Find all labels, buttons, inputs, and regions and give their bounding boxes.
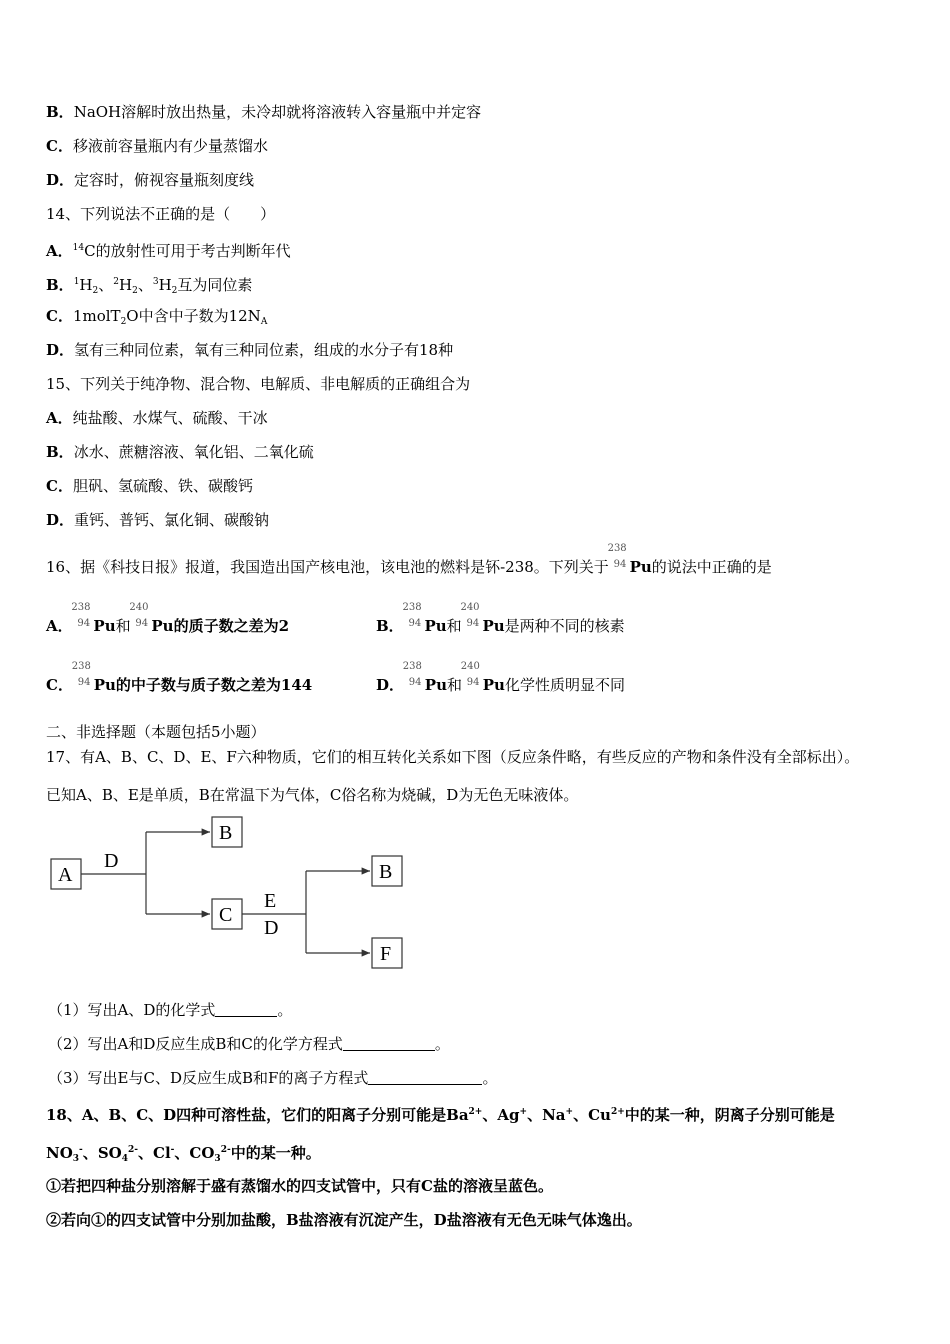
q14-option-d: [46, 340, 453, 360]
separator: 、: [174, 1144, 190, 1162]
atomic-number: 94: [77, 618, 91, 629]
ion-so4: SO: [97, 1144, 122, 1162]
atomic-number: 94: [613, 559, 627, 570]
ion-no3: NO: [46, 1144, 73, 1162]
ion-charge: +: [519, 1107, 528, 1117]
option-letter: A．: [46, 409, 73, 427]
conjunction: 和: [115, 617, 131, 635]
q14-option-a: [46, 238, 291, 261]
option-text: O中含中子数为12N: [126, 307, 261, 325]
subscript: 3: [72, 1154, 80, 1164]
stem-text: 16、据《科技日报》报道，我国造出国产核电池，该电池的燃料是钚-238。下列关于: [46, 558, 609, 576]
mass-number: 238: [402, 661, 422, 672]
option-text: 化学性质明显不同: [504, 676, 625, 694]
pu238-isotope: [402, 602, 424, 636]
q16-option-c: [46, 661, 313, 695]
period: 。: [482, 1069, 498, 1087]
conjunction: 和: [446, 676, 462, 694]
subscript: 2: [171, 286, 178, 296]
answer-blank[interactable]: [343, 1036, 435, 1051]
option-text: 重钙、普钙、氯化铜、碳酸钠: [74, 511, 270, 529]
pu240-isotope: [129, 602, 151, 636]
q15-option-b: [46, 442, 314, 462]
ion-charge: 2-: [220, 1145, 231, 1155]
separator: 、: [137, 1144, 153, 1162]
q17-part2: [48, 1034, 450, 1054]
option-letter: C．: [46, 477, 73, 495]
pu238-isotope: [71, 602, 93, 636]
mass-number: 2: [113, 277, 119, 287]
pu238-isotope: [71, 661, 94, 695]
mass-number: 1: [73, 277, 80, 287]
separator: 、: [98, 276, 114, 294]
atomic-number: 94: [408, 677, 422, 688]
box-b-label: B: [219, 822, 233, 844]
ion-co3: CO: [189, 1144, 215, 1162]
atomic-number: 94: [466, 677, 480, 688]
option-letter: B．: [46, 443, 74, 461]
q17-part3: [48, 1068, 497, 1088]
pu240-isotope: [460, 661, 483, 695]
mass-number: 240: [129, 602, 149, 613]
atomic-number: 94: [77, 677, 91, 688]
option-text: 移液前容量瓶内有少量蒸馏水: [72, 137, 268, 155]
ion-ag: Ag: [497, 1106, 520, 1124]
separator: 、: [482, 1106, 498, 1124]
box-b2-label: B: [379, 861, 393, 883]
stem-text: 中的某一种。: [230, 1144, 321, 1162]
element-h: H: [79, 276, 93, 294]
box-a-label: A: [58, 864, 73, 886]
q14-option-b: [46, 272, 252, 301]
option-letter: D．: [46, 341, 75, 359]
option-text: 胆矾、氢硫酸、铁、碳酸钙: [72, 477, 253, 495]
q18-stem-line2: [46, 1140, 321, 1169]
separator: 、: [527, 1106, 543, 1124]
q18-stem-line1: [46, 1102, 835, 1125]
part-text: （1）写出A、D的化学式: [48, 1001, 216, 1019]
element-pu: Pu: [93, 676, 116, 694]
element-pu: Pu: [629, 558, 652, 576]
ion-cl: Cl: [153, 1144, 171, 1162]
element-pu: Pu: [482, 617, 505, 635]
option-text: 冰水、蔗糖溶液、氧化铝、二氧化硫: [73, 443, 314, 461]
subscript: 2: [120, 317, 127, 327]
reaction-diagram: [46, 810, 416, 980]
section-title: 二、非选择题（本题包括5小题）: [46, 723, 266, 741]
stem-text: 中的某一种，阴离子分别可能是: [624, 1106, 835, 1124]
q15-option-d: [46, 510, 269, 530]
q16-stem: [46, 543, 772, 577]
subscript: 4: [121, 1154, 128, 1164]
atomic-number: 94: [135, 618, 149, 629]
q15-option-c: [46, 476, 253, 496]
q17-part1: [48, 1000, 292, 1020]
separator: 、: [82, 1144, 98, 1162]
pu240-isotope: [460, 602, 482, 636]
q17-stem-line2: 已知A、B、E是单质，B在常温下为气体，C俗名称为烧碱，D为无色无味液体。: [46, 786, 579, 804]
ion-charge: 2-: [127, 1145, 138, 1155]
option-letter: C．: [46, 137, 73, 155]
ion-charge: -: [170, 1145, 175, 1155]
part-text: （2）写出A和D反应生成B和C的化学方程式: [48, 1035, 343, 1053]
option-text: NaOH溶解时放出热量，未冷却就将溶液转入容量瓶中并定容: [73, 103, 482, 121]
q13-option-b: [46, 102, 481, 122]
option-letter: B．: [46, 103, 74, 121]
mass-number: 240: [460, 602, 480, 613]
arrow-label-e: E: [264, 890, 277, 912]
q16-option-d: [376, 661, 625, 695]
separator: 、: [573, 1106, 589, 1124]
arrow-label-d2: D: [264, 917, 279, 939]
mass-number: 238: [607, 543, 627, 554]
option-letter: B．: [46, 276, 74, 294]
period: 。: [434, 1035, 450, 1053]
period: 。: [277, 1001, 293, 1019]
mass-number: 238: [71, 661, 91, 672]
option-text: 是两种不同的核素: [504, 617, 625, 635]
mass-number: 238: [71, 602, 91, 613]
q14-stem: 14、下列说法不正确的是（ ）: [46, 205, 276, 223]
element-h: H: [119, 276, 133, 294]
mass-number: 240: [460, 661, 480, 672]
q15-stem: 15、下列关于纯净物、混合物、电解质、非电解质的正确组合为: [46, 375, 471, 393]
element-pu: Pu: [151, 617, 174, 635]
option-letter: D．: [376, 676, 405, 694]
ion-na: Na: [542, 1106, 566, 1124]
answer-blank[interactable]: [215, 1002, 277, 1017]
q17-stem-line1: 17、有A、B、C、D、E、F六种物质，它们的相互转化关系如下图（反应条件略，有些反应的产物和条件没有全部标出）。: [46, 748, 860, 766]
arrow-label-d: D: [104, 850, 119, 872]
q16-option-a: [46, 602, 290, 636]
box-c-label: C: [219, 904, 233, 926]
box-f-label: F: [380, 943, 392, 965]
atomic-number: 94: [408, 618, 422, 629]
option-letter: C．: [46, 307, 73, 325]
q13-option-c: [46, 136, 268, 156]
mass-number: 3: [152, 277, 159, 287]
ion-charge: -: [79, 1145, 83, 1155]
element-pu: Pu: [482, 676, 505, 694]
option-letter: A．: [46, 617, 73, 635]
ion-cu: Cu: [588, 1106, 611, 1124]
subscript: 3: [214, 1154, 221, 1164]
q18-condition-1: ①若把四种盐分别溶解于盛有蒸馏水的四支试管中，只有C盐的溶液呈蓝色。: [46, 1177, 553, 1195]
q15-option-a: [46, 408, 268, 428]
answer-blank[interactable]: [368, 1070, 482, 1085]
element-pu: Pu: [424, 617, 447, 635]
separator: 、: [137, 276, 153, 294]
mass-number: 238: [402, 602, 422, 613]
option-letter: B．: [376, 617, 404, 635]
option-text: 氢有三种同位素，氧有三种同位素，组成的水分子有18种: [74, 341, 454, 359]
subscript: A: [260, 317, 268, 327]
q13-option-d: [46, 170, 254, 190]
q18-condition-2: ②若向①的四支试管中分别加盐酸，B盐溶液有沉淀产生，D盐溶液有无色无味气体逸出。: [46, 1211, 642, 1229]
ion-charge: 2+: [610, 1107, 625, 1117]
stem-text: 的说法中正确的是: [651, 558, 772, 576]
stem-text: 18、A、B、C、D四种可溶性盐，它们的阳离子分别可能是Ba: [46, 1106, 469, 1124]
q14-option-c: [46, 306, 267, 332]
ion-charge: +: [565, 1107, 574, 1117]
option-text: 互为同位素: [177, 276, 253, 294]
atomic-number: 94: [466, 618, 480, 629]
q16-option-b: [376, 602, 625, 636]
conjunction: 和: [446, 617, 462, 635]
subscript: 2: [92, 286, 99, 296]
option-text: 纯盐酸、水煤气、硫酸、干冰: [72, 409, 268, 427]
formula: 1molT: [72, 307, 121, 325]
option-letter: A．: [46, 242, 73, 260]
pu238-isotope: [402, 661, 425, 695]
element-pu: Pu: [93, 617, 116, 635]
option-text: C的放射性可用于考古判断年代: [84, 242, 291, 260]
option-text: 定容时，俯视容量瓶刻度线: [74, 171, 255, 189]
element-pu: Pu: [424, 676, 447, 694]
option-text: 的质子数之差为2: [173, 617, 290, 635]
ion-charge: 2+: [468, 1107, 483, 1117]
mass-number: 14: [72, 243, 85, 253]
option-text: 的中子数与质子数之差为144: [115, 676, 313, 694]
option-letter: D．: [46, 171, 75, 189]
part-text: （3）写出E与C、D反应生成B和F的离子方程式: [48, 1069, 369, 1087]
option-letter: D．: [46, 511, 75, 529]
pu238-isotope: [607, 543, 630, 577]
option-letter: C．: [46, 676, 73, 694]
subscript: 2: [132, 286, 138, 296]
element-h: H: [158, 276, 172, 294]
